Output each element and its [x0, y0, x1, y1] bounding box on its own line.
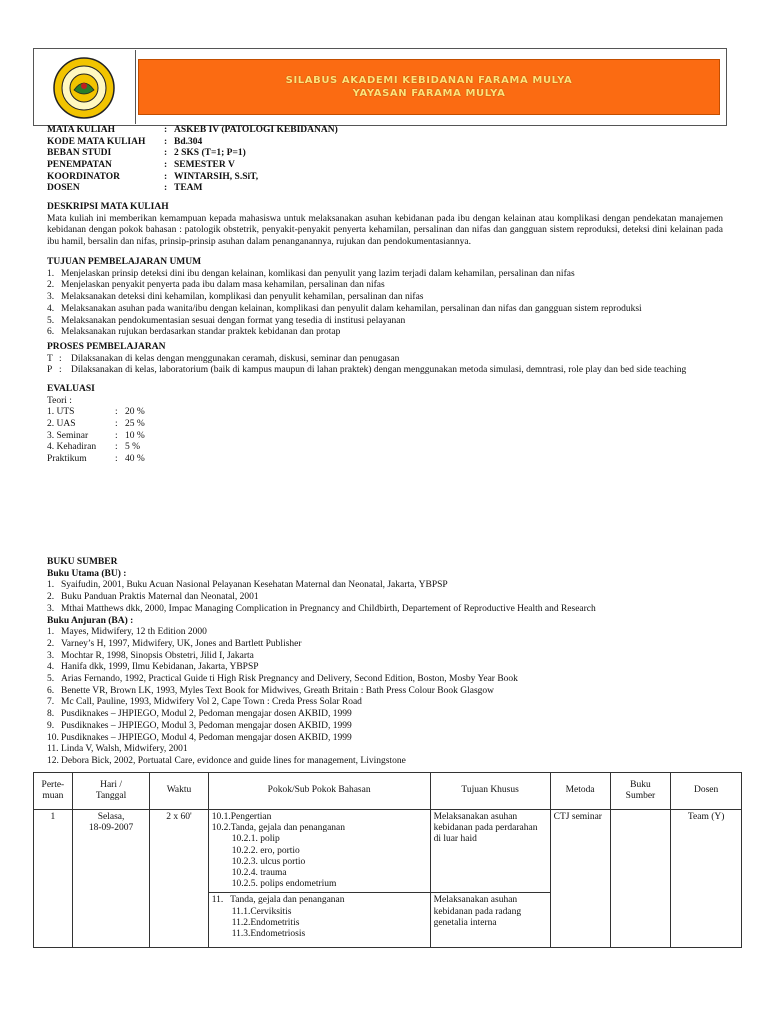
document-header — [33, 48, 727, 126]
cell-pokok — [208, 810, 430, 893]
list-item: 5. Arias Fernando, 1992, Practical Guide ti High Risk Pregnancy and Delivery, Second Edition, Boston, Mosby Year Book — [47, 674, 518, 685]
section-heading: EVALUASI — [47, 384, 95, 394]
pokok-line: 11. Tanda, gejala dan penanganan — [211, 895, 345, 906]
info-colon: : — [164, 183, 168, 194]
proses-section — [47, 342, 723, 377]
list-item: 4. Melaksanakan asuhan pada wanita/ibu dengan kelainan, komplikasi dan penyulit dalam kehamilan, persalinan dan nifas dan gangguan sistem reproduksi — [47, 303, 642, 314]
pokok-subline: 11.1.Cerviksitis — [231, 906, 292, 917]
pokok-line: 10.1.Pengertian — [211, 812, 272, 822]
info-row — [47, 160, 727, 172]
info-label: KODE MATA KULIAH — [47, 136, 146, 147]
tujuan-section — [47, 257, 723, 339]
schedule-table — [33, 772, 742, 948]
info-row — [47, 148, 727, 160]
pokok-subline: 11.2.Endometritis — [231, 917, 300, 928]
pokok-subline: 10.2.3. ulcus portio — [231, 856, 306, 867]
list-item: 1. Mayes, Midwifery, 12 th Edition 2000 — [47, 627, 207, 638]
cell-dosen: Team (Y) — [671, 810, 742, 948]
subsection-heading: Buku Utama (BU) : — [47, 568, 127, 579]
header-metoda: Metoda — [550, 773, 610, 810]
evaluasi-row: 2. UAS : 25 % — [47, 419, 145, 430]
course-info — [47, 125, 727, 195]
header-tujuan: Tujuan Khusus — [430, 773, 550, 810]
table-header-row — [34, 773, 742, 810]
header-hari: Hari / Tanggal — [72, 773, 150, 810]
cell-metoda: CTJ seminar — [550, 810, 610, 948]
info-colon: : — [164, 125, 168, 135]
info-label: MATA KULIAH — [47, 125, 115, 135]
cell-tujuan: Melaksanakan asuhan kebidanan pada perdarahan di luar haid — [430, 810, 550, 893]
header-buku: Buku Sumber — [610, 773, 671, 810]
evaluasi-row: 4. Kehadiran : 5 % — [47, 442, 141, 453]
deskripsi-text: Mata kuliah ini memberikan kemampuan kepada mahasiswa untuk melaksanakan asuhan kebidanan pada ibu dengan kelainan atau komplikasi dengan pendekatan manajemen kebidanan dengan pokok bahasan : patologik obstetrik, penyakit-penyakit penyerta kehamilan, persalinan dan nifas dan gangguan sistem reproduksi, deteksi dini kelainan pada ibu hamil, bersalin dan nifas, prinsip-prinsip asuhan dalam penanganannya, rujukan dan pendokumentasiannya. — [47, 213, 723, 248]
header-dosen: Dosen — [671, 773, 742, 810]
buku-utama-list — [47, 580, 723, 615]
title-banner — [138, 59, 720, 115]
info-row — [47, 137, 727, 149]
info-value: ASKEB IV (PATOLOGI KEBIDANAN) — [174, 125, 338, 135]
info-label: DOSEN — [47, 183, 80, 194]
info-label: BEBAN STUDI — [47, 148, 112, 159]
banner-title: SILABUS AKADEMI KEBIDANAN FARAMA MULYA — [285, 75, 573, 86]
evaluasi-row: Praktikum : 40 % — [47, 454, 145, 465]
info-colon: : — [164, 160, 168, 171]
deskripsi-section — [47, 202, 723, 249]
pokok-line: 10.2.Tanda, gejala dan penanganan — [211, 823, 346, 834]
pokok-subline: 10.2.2. ero, portio — [231, 845, 300, 856]
info-row — [47, 183, 727, 195]
list-item: 3. Mthai Matthews dkk, 2000, Impac Managing Complication in Pregnancy and Childbirth, Departement of Reproductive Health and Research — [47, 603, 596, 614]
list-item: 2. Menjelaskan penyakit penyerta pada ibu dalam masa kehamilan, persalinan dan nifas — [47, 280, 385, 291]
info-colon: : — [164, 136, 168, 147]
list-item: 7. Mc Call, Pauline, 1993, Midwifery Vol 2, Cape Town : Creda Press Solar Road — [47, 697, 362, 708]
header-pokok: Pokok/Sub Pokok Bahasan — [208, 773, 430, 810]
info-value: Bd.304 — [174, 136, 203, 147]
cell-waktu: 2 x 60' — [150, 810, 208, 948]
list-item: 9. Pusdiknakes – JHPIEGO, Modul 3, Pedoman mengajar dosen AKBID, 1999 — [47, 720, 352, 731]
section-heading: TUJUAN PEMBELAJARAN UMUM — [47, 257, 202, 267]
list-item: 1. Menjelaskan prinsip deteksi dini ibu dengan kelainan, komlikasi dan penyulit yang lazim terjadi dalam kehamilan, persalinan dan nifas — [47, 268, 575, 279]
header-pertemuan: Perte- muan — [34, 773, 73, 810]
info-value: 2 SKS (T=1; P=1) — [174, 148, 246, 159]
proses-row: P : Dilaksanakan di kelas, laboratorium (baik di kampus maupun di lahan praktek) dengan menggunakan metoda simulasi, demntrasi, role play dan bed side teaching — [47, 365, 687, 376]
list-item: 10. Pusdiknakes – JHPIEGO, Modul 4, Pedoman mengajar dosen AKBID, 1999 — [47, 732, 352, 743]
list-item: 11. Linda V, Walsh, Midwifery, 2001 — [47, 744, 188, 755]
logo-box — [35, 50, 136, 124]
info-label: KOORDINATOR — [47, 171, 121, 182]
section-heading: DESKRIPSI MATA KULIAH — [47, 202, 169, 212]
info-value: WINTARSIH, S.SiT, — [174, 171, 259, 182]
info-value: SEMESTER V — [174, 160, 235, 171]
yayasan-logo-icon — [52, 56, 116, 120]
header-waktu: Waktu — [150, 773, 208, 810]
info-colon: : — [164, 171, 168, 182]
info-value: TEAM — [174, 183, 203, 194]
table-row — [34, 810, 742, 893]
info-colon: : — [164, 148, 168, 159]
cell-buku — [610, 810, 671, 948]
section-heading: BUKU SUMBER — [47, 557, 118, 567]
proses-row: T : Dilaksanakan di kelas dengan menggunakan ceramah, diskusi, seminar dan penugasan — [47, 353, 400, 364]
tujuan-list — [47, 269, 723, 339]
evaluasi-row: 1. UTS : 20 % — [47, 407, 145, 418]
list-item: 2. Buku Panduan Praktis Maternal dan Neonatal, 2001 — [47, 592, 259, 603]
info-label: PENEMPATAN — [47, 160, 112, 171]
subsection-heading: Buku Anjuran (BA) : — [47, 615, 134, 626]
pokok-subline: 10.2.1. polip — [231, 834, 280, 845]
cell-pertemuan: 1 — [34, 810, 73, 948]
list-item: 5. Melaksanakan pendokumentasian sesuai dengan format yang tesedia di institusi pelayanan — [47, 315, 406, 326]
pokok-subline: 10.2.5. polips endometrium — [231, 879, 337, 890]
buku-sumber-section — [47, 557, 723, 768]
list-item: 6. Melaksanakan rujukan berdasarkan standar praktek kebidanan dan protap — [47, 327, 341, 338]
list-item: 6. Benette VR, Brown LK, 1993, Myles Text Book for Midwives, Greath Britain : Bath Press Colour Book Glasgow — [47, 685, 495, 696]
evaluasi-row: 3. Seminar : 10 % — [47, 430, 145, 441]
evaluasi-section — [47, 384, 723, 466]
list-item: 1. Syaifudin, 2001, Buku Acuan Nasional Pelayanan Kesehatan Maternal dan Neonatal, Jakarta, YBPSP — [47, 580, 448, 591]
info-row — [47, 172, 727, 184]
list-item: 3. Mochtar R, 1998, Sinopsis Obstetri, Jilid I, Jakarta — [47, 650, 254, 661]
cell-pokok — [208, 893, 430, 948]
cell-tujuan: Melaksanakan asuhan kebidanan pada radang genetalia interna — [430, 893, 550, 948]
cell-hari: Selasa, 18-09-2007 — [72, 810, 150, 948]
list-item: 8. Pusdiknakes – JHPIEGO, Modul 2, Pedoman mengajar dosen AKBID, 1999 — [47, 709, 352, 720]
list-item: 4. Hanifa dkk, 1999, Ilmu Kebidanan, Jakarta, YBPSP — [47, 662, 259, 673]
list-item: 2. Varney’s H, 1997, Midwifery, UK, Jones and Bartlett Publisher — [47, 638, 302, 649]
section-heading: PROSES PEMBELAJARAN — [47, 342, 166, 352]
list-item: 12. Debora Bick, 2002, Portuatal Care, evidonce and guide lines for management, Livingstone — [47, 755, 406, 766]
list-item: 3. Melaksanakan deteksi dini kehamilan, komplikasi dan penyulit kehamilan, persalinan dan nifas — [47, 292, 424, 303]
info-row — [47, 125, 727, 137]
buku-anjuran-list — [47, 627, 723, 767]
banner-subtitle: YAYASAN FARAMA MULYA — [352, 88, 506, 99]
pokok-subline: 10.2.4. trauma — [231, 868, 287, 879]
teori-label: Teori : — [47, 395, 72, 406]
pokok-subline: 11.3.Endometriosis — [231, 929, 306, 940]
